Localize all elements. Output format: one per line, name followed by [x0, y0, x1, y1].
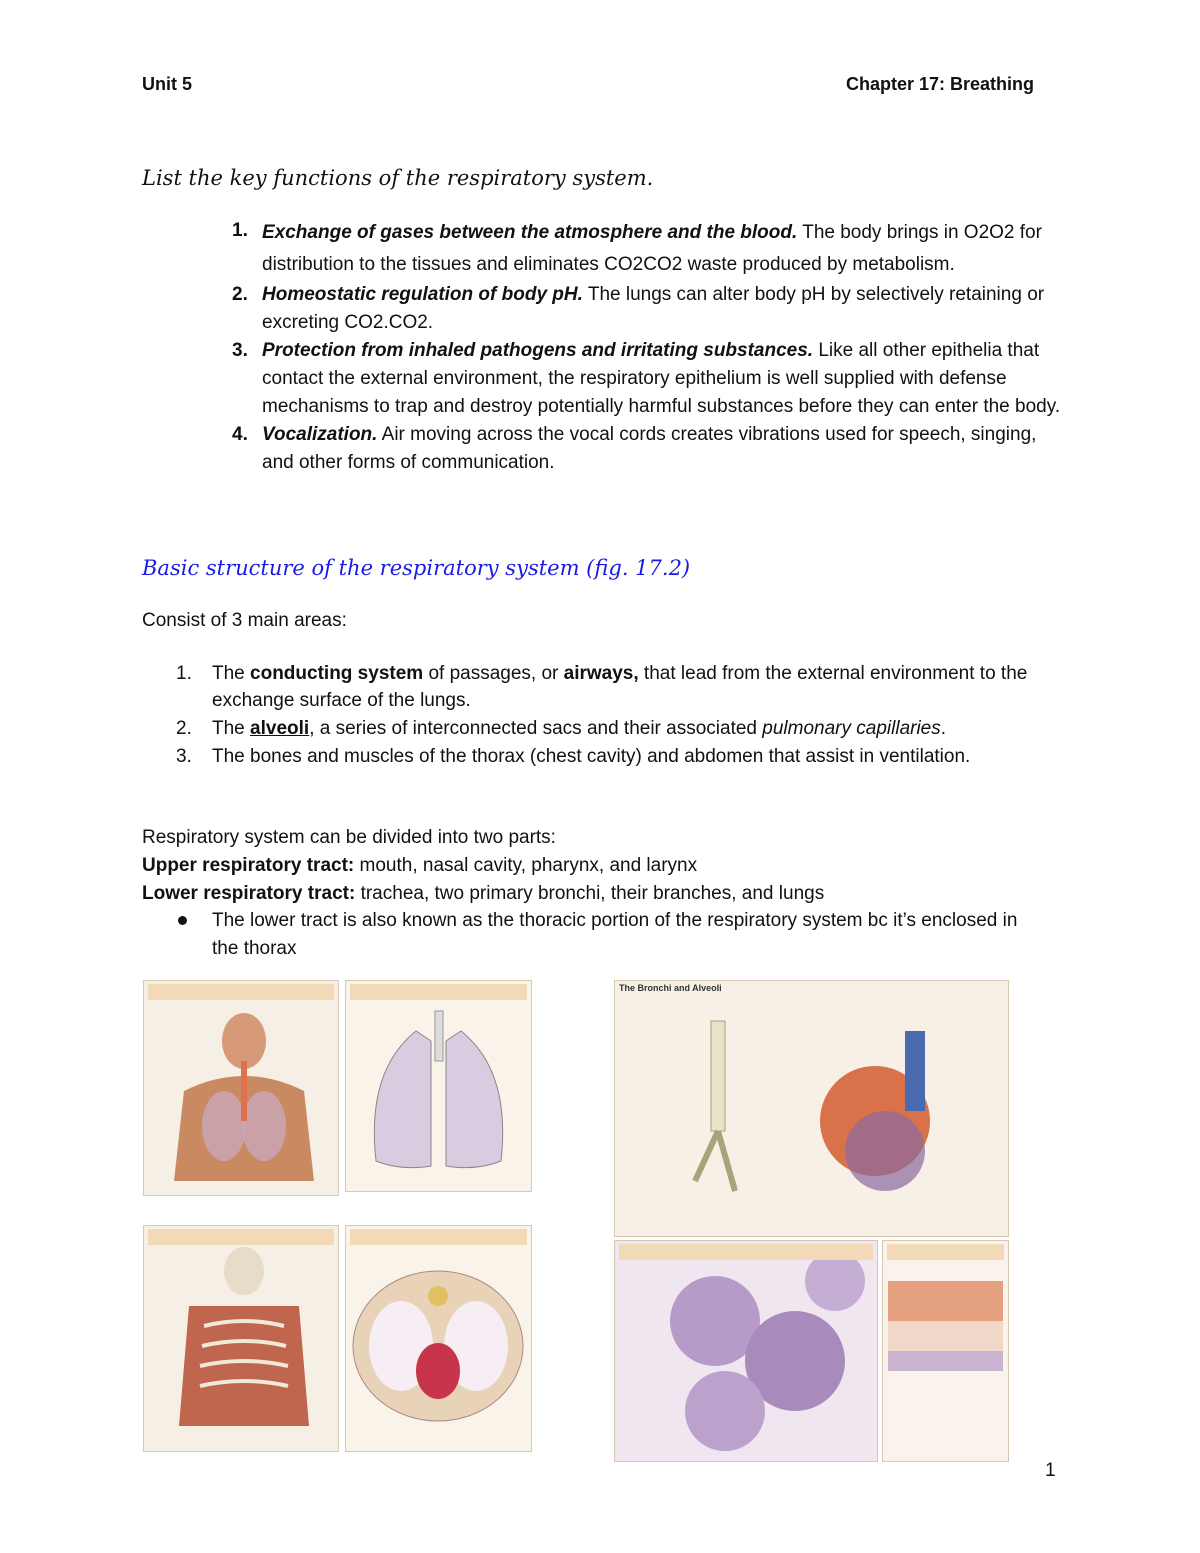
consist-text: Consist of 3 main areas: [142, 610, 347, 631]
area-item [176, 660, 1042, 714]
function-text: Air moving across the vocal cords creates vibrations used for speech, singing, and other forms of communication. [262, 424, 1037, 473]
header-unit: Unit 5 [142, 74, 193, 94]
lower-tract-label: Lower respiratory tract: [142, 883, 356, 904]
torso-illustration [144, 981, 338, 1195]
figure-caption [350, 984, 527, 1000]
area-text: The [212, 718, 251, 739]
bullet-item [212, 907, 1042, 963]
function-item [232, 217, 1072, 281]
list-number: 2. [232, 284, 248, 305]
list-number: 1. [232, 220, 248, 241]
term-alveoli: alveoli [250, 718, 310, 739]
parts-intro: Respiratory system can be divided into two parts: [142, 827, 556, 848]
exchange-illustration [883, 1241, 1008, 1461]
lungs-illustration [346, 981, 531, 1191]
function-title: Vocalization. [262, 424, 378, 445]
upper-tract-text: mouth, nasal cavity, pharynx, and larynx [354, 855, 698, 876]
figure-caption [619, 1244, 873, 1260]
area-text: The bones and muscles of the thorax (chest cavity) and abdomen that assist in ventilation. [212, 746, 971, 767]
area-item [176, 715, 1042, 742]
figure-caption [148, 984, 334, 1000]
function-text: The body brings in O2O2 for distribution to the tissues and eliminates CO2CO2 waste produced by metabolism. [262, 222, 1042, 275]
list-number: 1. [176, 663, 192, 684]
list-number: 3. [176, 746, 192, 767]
lower-tract [142, 880, 1092, 908]
function-item [232, 337, 1072, 421]
figure-caption [350, 1229, 527, 1245]
function-title: Protection from inhaled pathogens and irritating substances. [262, 340, 814, 361]
function-item [232, 281, 1072, 337]
figure-caption [887, 1244, 1004, 1260]
alveoli-illustration [615, 1241, 877, 1461]
term-conducting-system: conducting system [250, 663, 424, 684]
respiratory-parts [142, 824, 1092, 908]
upper-tract [142, 852, 1092, 880]
figure-alveolar-structure [614, 1240, 878, 1462]
term-pulmonary-capillaries: pulmonary capillaries [762, 718, 941, 739]
section-title: Basic structure of the respiratory system (fig. 17.2) [142, 556, 691, 580]
figure-exchange-surface [882, 1240, 1009, 1462]
figure-thorax-section [345, 1225, 532, 1452]
figure-caption [148, 1229, 334, 1245]
area-text: , a series of interconnected sacs and their associated [309, 718, 763, 739]
function-text: The lungs can alter body pH by selectively retaining or excreting CO2.CO2. [262, 284, 1045, 333]
function-title: Homeostatic regulation of body pH. [262, 284, 583, 305]
figure-panel-title: The Bronchi and Alveoli [619, 983, 722, 993]
term-airways: airways, [563, 663, 639, 684]
list-number: 4. [232, 424, 248, 445]
thorax-illustration [144, 1226, 338, 1451]
bullet-dot [178, 916, 187, 925]
area-text: that lead from the external environment to the exchange surface of the lungs. [212, 663, 1028, 711]
figure-thorax-muscles [143, 1225, 339, 1452]
area-text: The [212, 663, 251, 684]
header-chapter: Chapter 17: Breathing [846, 74, 1035, 94]
function-item [232, 421, 1072, 477]
upper-tract-label: Upper respiratory tract: [142, 855, 355, 876]
lower-tract-text: trachea, two primary bronchi, their branches, and lungs [355, 883, 825, 904]
figure-lungs [345, 980, 532, 1192]
function-text: Like all other epithelia that contact the external environment, the respiratory epithelium is well supplied with defense mechanisms to trap and destroy potentially harmful substances before they can enter the body. [262, 340, 1061, 417]
list-number: 3. [232, 340, 248, 361]
area-item [176, 743, 1042, 770]
areas-list [176, 660, 1042, 771]
function-title: Exchange of gases between the atmosphere and the blood. [262, 222, 798, 243]
list-number: 2. [176, 718, 192, 739]
functions-list [232, 217, 1072, 477]
cross-section-illustration [346, 1226, 531, 1451]
figure-bronchi-alveoli [614, 980, 1009, 1237]
area-text: . [940, 718, 947, 739]
bullet-text: The lower tract is also known as the thoracic portion of the respiratory system bc it’s enclosed in the thorax [212, 910, 1018, 959]
bronchi-illustration [615, 981, 1008, 1236]
question-heading: List the key functions of the respiratory system. [142, 166, 654, 190]
area-text: of passages, or [423, 663, 564, 684]
figure-respiratory-system [143, 980, 339, 1196]
page-number: 1 [1045, 1460, 1056, 1481]
